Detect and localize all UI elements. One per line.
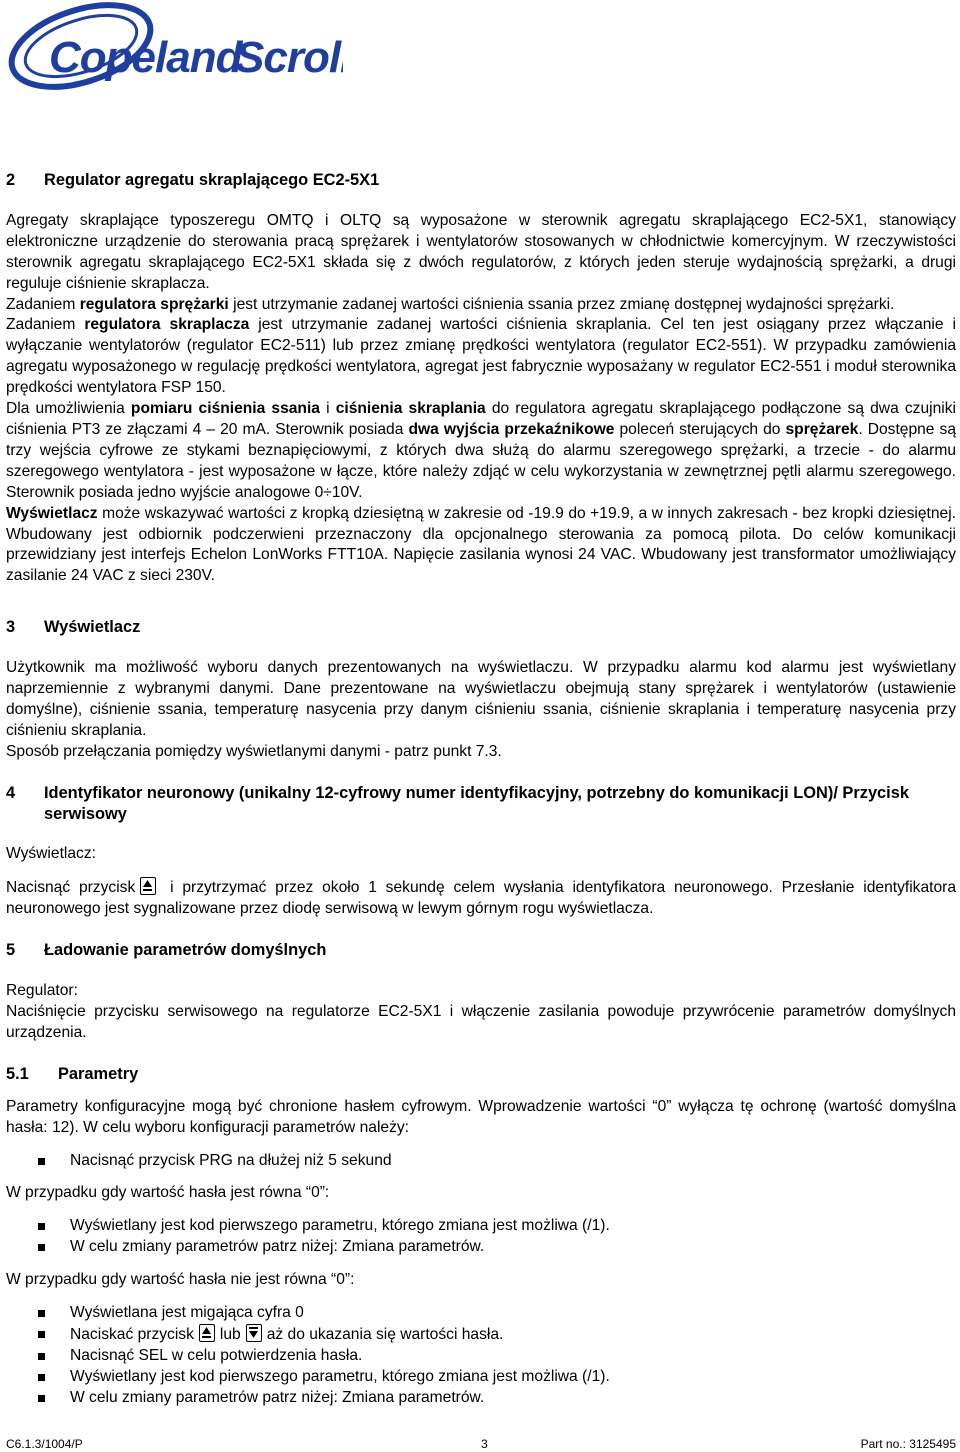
up-button-icon <box>140 877 156 895</box>
s2-paragraph-2: Zadaniem regulatora sprężarki jest utrzymanie zadanej wartości ciśnienia ssania przez zmianę dostępnej wydajności sprężarki. <box>6 295 895 313</box>
section-3-heading: 3 Wyświetlacz <box>6 618 141 637</box>
s3-paragraph-1: Użytkownik ma możliwość wyboru danych prezentowanych na wyświetlaczu. W przypadku alarmu kod alarmu jest wyświetlany naprzemiennie z wybranymi danymi. Dane prezentowane na wyświetlaczu obejmują stany sprężarek i wentylatorów (ustawienie domyślne), ciśnienie ssania, temperaturę nasycenia przy danym ciśnieniu ssania, ciśnienie skraplania i temperaturę nasycenia przy ciśnieniu skraplania. <box>6 659 956 739</box>
section-4-title: Identyfikator neuronowy (unikalny 12-cyfrowy numer identyfikacyjny, potrzebny do komunikacji LON)/ Przycisk serwisowy <box>44 783 909 823</box>
section-5-1-title: Parametry <box>58 1064 139 1083</box>
s51-paragraph-1: Parametry konfiguracyjne mogą być chronione hasłem cyfrowym. Wprowadzenie wartości “0” wyłącza tę ochronę (wartość domyślna hasła: 12). W celu wyboru konfiguracji parametrów należy: <box>6 1097 956 1136</box>
s2-paragraph-4: Dla umożliwienia pomiaru ciśnienia ssania i ciśnienia skraplania do regulatora agregatu skraplającego podłączone są dwa czujniki ciśnienia PT3 ze złączami 4 – 20 mA. Sterownik posiada dwa wyjścia przekaźnikowe poleceń sterujących do sprężarek. Dostępne są trzy wejścia cyfrowe ze stykami beznapięciowymi, z których dwa służą do alarmu szeregowego sprężarki, a trzecie - do alarmu szeregowego wentylatora - jest wyposażone w łącze, które należy zdjąć w celu wykorzystania w zewnętrznej pętli alarmu szeregowego. Sterownik posiada jedno wyjście analogowe 0÷10V. <box>6 400 956 501</box>
page-number: 3 <box>481 1437 488 1451</box>
condition-1: W przypadku gdy wartość hasła jest równa “0”: <box>6 1184 330 1202</box>
s2-paragraph-3: Zadaniem regulatora skraplacza jest utrzymanie zadanej wartości ciśnienia skraplania. Cel ten jest osiągany przez włączanie i wyłączanie wentylatorów (regulator EC2-511) lub przez zmianę prędkości wentylatora (regulator EC2-551). W przypadku zamówienia agregatu wyposażonego w regulację prędkości wentylatora, agregat jest fabrycznie wyposażany w regulator EC2-551 i moduł sterownika prędkości wentylatora FSP 150. <box>6 316 956 397</box>
copeland-scroll-logo <box>3 0 343 96</box>
down-button-icon <box>246 1324 262 1342</box>
s3-paragraph-2: Sposób przełączania pomiędzy wyświetlanymi danymi - patrz punkt 7.3. <box>6 742 502 760</box>
s5-paragraph-1: Naciśnięcie przycisku serwisowego na regulatorze EC2-5X1 i włączenie zasilania powoduje przywrócenie parametrów domyślnych urządzenia. <box>6 1003 956 1041</box>
s2-paragraph-5: Wyświetlacz może wskazywać wartości z kropką dziesiętną w zakresie od -19.9 do +19.9, a w innych zakresach - bez kropki dziesiętnej. Wbudowany jest odbiornik podczerwieni przeznaczony dla opcjonalnego sterowania za pomocą pilota. Do celów komunikacji przewidziany jest interfejs Echelon LonWorks FTT10A. Napięcie zasilania wynosi 24 VAC. Wbudowany jest transformator umożliwiający zasilanie 24 VAC z sieci 230V. <box>6 504 956 585</box>
section-5-heading: 5 Ładowanie parametrów domyślnych <box>6 941 327 960</box>
list-2 <box>6 1216 956 1258</box>
section-5-title: Ładowanie parametrów domyślnych <box>44 941 327 960</box>
section-5-1-heading: 5.1 Parametry <box>6 1064 139 1083</box>
s4-paragraph-1: Nacisnąć przycisk i przytrzymać przez około 1 sekundę celem wysłania identyfikatora neuronowego. Przesłanie identyfikatora neuronowego jest sygnalizowane przez diodę serwisową w lewym górnym rogu wyświetlacza. <box>6 879 957 918</box>
list-item: Wyświetlana jest migająca cyfra 0 <box>6 1303 956 1324</box>
list-item: Nacisnąć SEL w celu potwierdzenia hasła. <box>6 1346 956 1367</box>
list-item: W celu zmiany parametrów patrz niżej: Zmiana parametrów. <box>6 1237 956 1258</box>
list-item: Naciskać przycisk lub aż do ukazania się wartości hasła. <box>6 1324 956 1346</box>
list-1 <box>6 1151 956 1172</box>
s2-paragraph-1: Agregaty skraplające typoszeregu OMTQ i OLTQ są wyposażone w sterownik agregatu skraplającego EC2-5X1, stanowiący elektroniczne urządzenie do sterowania pracą sprężarek i wentylatorów stosowanych w chłodnictwie komercyjnym. W rzeczywistości sterownik agregatu skraplającego EC2-5X1 składa się z dwóch regulatorów, z których jeden steruje wydajnością sprężarki, a drugi reguluje ciśnienie skraplacza. <box>6 211 956 292</box>
list-item: Wyświetlany jest kod pierwszego parametru, którego zmiana jest możliwa (/1). <box>6 1367 956 1388</box>
s4-label: Wyświetlacz: <box>6 845 96 863</box>
section-2-title: Regulator agregatu skraplającego EC2-5X1 <box>44 171 380 189</box>
section-2-heading: 2 Regulator agregatu skraplającego EC2-5X1 <box>6 171 380 189</box>
list-3 <box>6 1303 956 1409</box>
list-item: W celu zmiany parametrów patrz niżej: Zmiana parametrów. <box>6 1388 956 1409</box>
part-number: Part no.: 3125495 <box>860 1437 956 1451</box>
condition-2: W przypadku gdy wartość hasła nie jest równa “0”: <box>6 1271 355 1289</box>
list-item: Nacisnąć przycisk PRG na dłużej niż 5 sekund <box>6 1151 956 1172</box>
document-body <box>6 170 956 1409</box>
section-4-heading: 4 Identyfikator neuronowy (unikalny 12-cyfrowy numer identyfikacyjny, potrzebny do komunikacji LON)/ Przycisk serwisowy <box>6 783 956 825</box>
s5-label: Regulator: <box>6 982 78 1000</box>
up-button-icon <box>199 1324 215 1342</box>
section-3-title: Wyświetlacz <box>44 618 141 637</box>
svg-text:Scroll: Scroll <box>235 33 343 82</box>
document-code: C6.1.3/1004/P <box>6 1437 83 1451</box>
list-item: Wyświetlany jest kod pierwszego parametru, którego zmiana jest możliwa (/1). <box>6 1216 956 1237</box>
svg-text:Copeland: Copeland <box>49 33 242 82</box>
